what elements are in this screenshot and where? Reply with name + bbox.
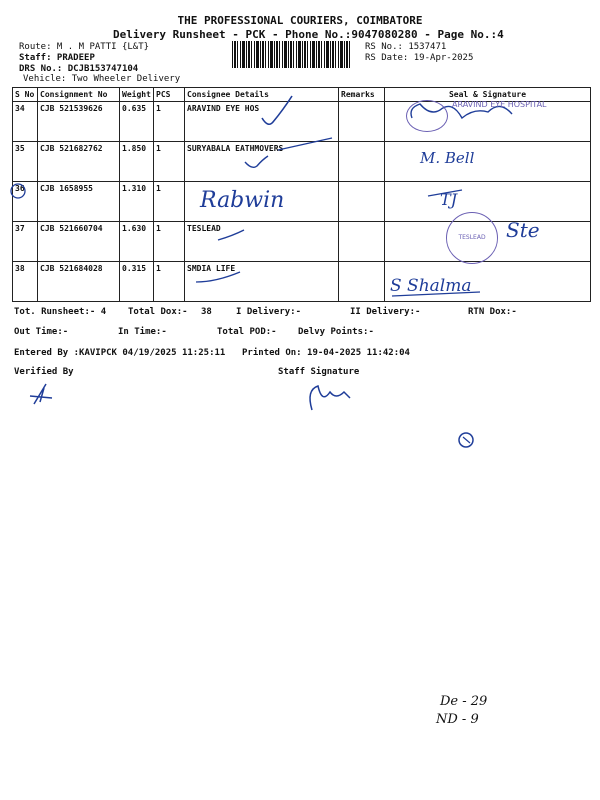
table-row: [13, 142, 591, 182]
col-seal-signature: Seal & Signature: [385, 88, 591, 102]
cell-consignment: CJB 521660704: [38, 222, 120, 262]
cell-consignment: CJB 1658955: [38, 182, 120, 222]
staff-signature-mark: [310, 386, 350, 410]
cell-sno: 35: [13, 142, 38, 182]
circle-mark: [459, 433, 473, 447]
vehicle-label: Vehicle: Two Wheeler Delivery: [23, 74, 181, 84]
cell-sno: 34: [13, 102, 38, 142]
col-pcs: PCS: [154, 88, 185, 102]
col-sno: S No: [13, 88, 38, 102]
cell-remarks: [339, 182, 385, 222]
handwritten-note: ND - 9: [436, 712, 479, 727]
printed-on: Printed On: 19-04-2025 11:42:04: [242, 348, 410, 358]
cell-pcs: 1: [154, 142, 185, 182]
document-title: THE PROFESSIONAL COURIERS, COIMBATORE: [177, 14, 423, 27]
staff-signature-label: Staff Signature: [278, 367, 360, 377]
route-label: Route: M . M PATTI {L&T}: [19, 42, 150, 52]
handwritten-signature: M. Bell: [420, 149, 475, 167]
cell-remarks: [339, 222, 385, 262]
cell-consignee: SURYABALA EATHMOVERS: [185, 142, 339, 182]
cell-sno: 36: [13, 182, 38, 222]
cell-remarks: [339, 142, 385, 182]
delvy-points: Delvy Points:-: [298, 327, 374, 337]
entered-by: Entered By :KAVIPCK 04/19/2025 11:25:11: [14, 348, 226, 358]
cell-weight: 0.315: [120, 262, 154, 302]
cell-pcs: 1: [154, 182, 185, 222]
cell-consignee: ARAVIND EYE HOS: [185, 102, 339, 142]
cell-remarks: [339, 102, 385, 142]
table-row: [13, 262, 591, 302]
rs-date: RS Date: 19-Apr-2025: [365, 53, 474, 63]
teslead-stamp: TESLEAD: [446, 212, 498, 264]
out-time: Out Time:-: [14, 327, 69, 337]
barcode-image: [232, 41, 352, 68]
handwritten-consignee-name: Rabwin: [200, 188, 285, 213]
ii-delivery: II Delivery:-: [350, 307, 421, 317]
tot-runsheet: Tot. Runsheet:- 4: [14, 307, 107, 317]
cell-signature: [385, 182, 591, 222]
cell-consignment: CJB 521539626: [38, 102, 120, 142]
cell-consignment: CJB 521682762: [38, 142, 120, 182]
cell-consignment: CJB 521684028: [38, 262, 120, 302]
cell-consignee: SMDIA LIFE: [185, 262, 339, 302]
verified-by-label: Verified By: [14, 367, 74, 377]
col-weight: Weight: [120, 88, 154, 102]
total-dox-value: 38: [201, 307, 212, 317]
cell-sno: 38: [13, 262, 38, 302]
table-row: [13, 182, 591, 222]
i-delivery: I Delivery:-: [236, 307, 302, 317]
table-row: [13, 222, 591, 262]
cell-weight: 1.630: [120, 222, 154, 262]
cell-pcs: 1: [154, 222, 185, 262]
col-consignment: Consignment No: [38, 88, 120, 102]
aravind-stamp-text: ARAVIND EYE HOSPITAL: [452, 100, 547, 109]
col-consignee: Consignee Details: [185, 88, 339, 102]
cell-weight: 1.850: [120, 142, 154, 182]
in-time: In Time:-: [118, 327, 167, 337]
cell-sno: 37: [13, 222, 38, 262]
circle-mark-stroke: [463, 437, 470, 443]
drs-number: DRS No.: DCJB153747104: [19, 64, 139, 74]
document-subtitle: Delivery Runsheet - PCK - Phone No.:9047080280 - Page No.:4: [113, 28, 504, 41]
staff-label: Staff: PRADEEP: [19, 53, 95, 63]
cell-pcs: 1: [154, 262, 185, 302]
aravind-stamp: [406, 100, 448, 132]
handwritten-signature: TJ: [440, 190, 458, 209]
cell-remarks: [339, 262, 385, 302]
verified-signature: [30, 384, 52, 404]
total-dox-label: Total Dox:-: [128, 307, 188, 317]
cell-signature: [385, 142, 591, 182]
col-remarks: Remarks: [339, 88, 385, 102]
cell-weight: 0.635: [120, 102, 154, 142]
handwritten-signature: Ste: [506, 218, 540, 242]
rs-number: RS No.: 1537471: [365, 42, 447, 52]
cell-consignee: TESLEAD: [185, 222, 339, 262]
cell-pcs: 1: [154, 102, 185, 142]
cell-weight: 1.310: [120, 182, 154, 222]
handwritten-signature: S Shalma: [390, 276, 472, 296]
runsheet-table: [12, 87, 591, 302]
total-pod: Total POD:-: [217, 327, 277, 337]
rtn-dox: RTN Dox:-: [468, 307, 517, 317]
handwritten-note: De - 29: [440, 694, 488, 709]
